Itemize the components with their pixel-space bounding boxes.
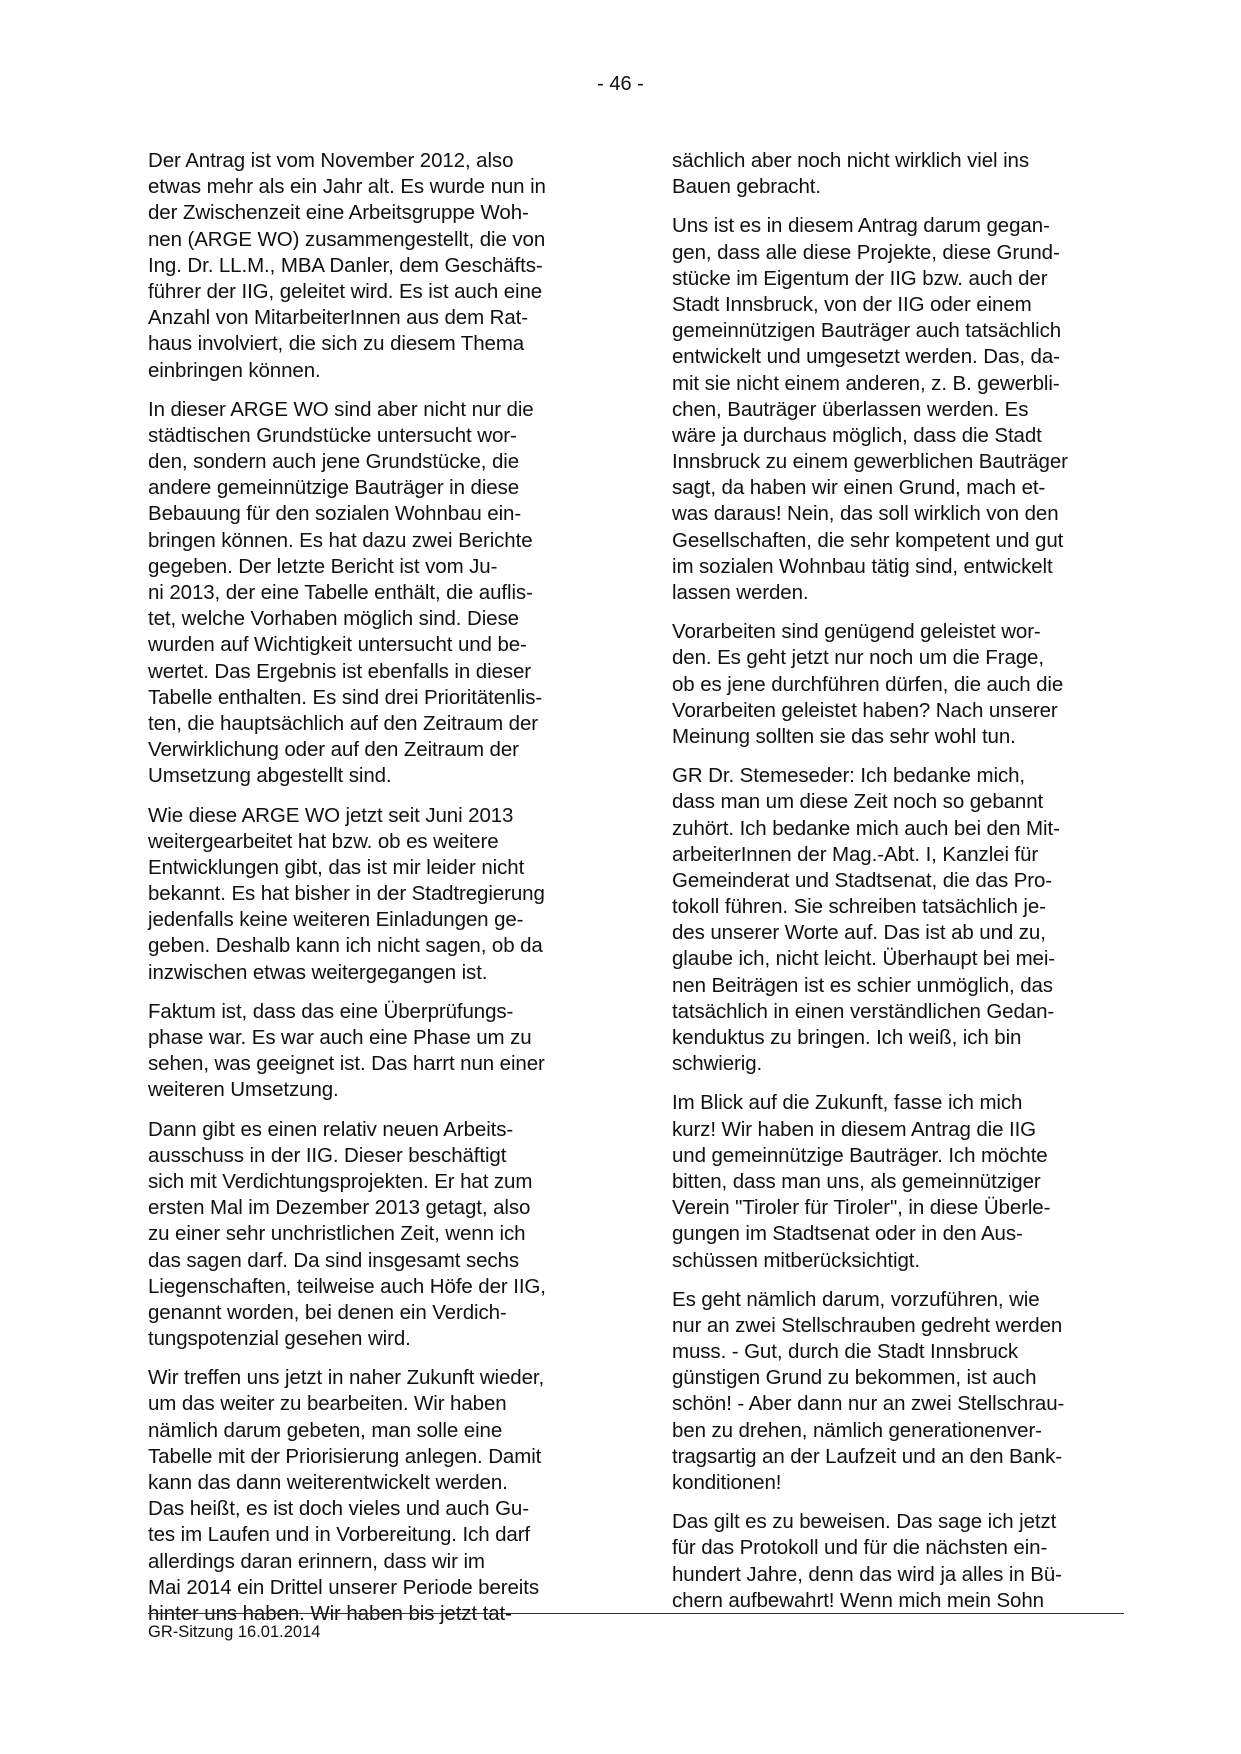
left-column (148, 148, 596, 1640)
text-line: zu einer sehr unchristlichen Zeit, wenn ich (148, 1222, 526, 1246)
text-line: tatsächlich in einen verständlichen Gedan- (672, 999, 1055, 1023)
text-line: wurden auf Wichtigkeit untersucht und be- (148, 633, 527, 657)
text-line: Es geht nämlich darum, vorzuführen, wie (672, 1287, 1040, 1311)
text-line: gegeben. Der letzte Bericht ist vom Ju- (148, 554, 498, 578)
text-line: kann das dann weiterentwickelt werden. (148, 1471, 508, 1494)
text-line: Tabelle mit der Priorisierung anlegen. Damit (148, 1444, 542, 1468)
text-line: schwierig. (672, 1052, 763, 1076)
text-line: arbeiterInnen der Mag.-Abt. I, Kanzlei für (672, 842, 1039, 866)
text-line: Innsbruck zu einem gewerblichen Bauträger (672, 450, 1068, 474)
text-line: einbringen können. (148, 358, 321, 382)
text-line: jedenfalls keine weiteren Einladungen ge- (148, 908, 524, 932)
text-line: inzwischen etwas weitergegangen ist. (148, 960, 488, 984)
text-line: chern aufbewahrt! Wenn mich mein Sohn (672, 1588, 1044, 1612)
paragraph (672, 763, 1120, 1077)
text-line: Bebauung für den sozialen Wohnbau ein- (148, 502, 522, 526)
text-line: und gemeinnützige Bauträger. Ich möchte (672, 1143, 1048, 1167)
text-line: sagt, da haben wir einen Grund, mach et- (672, 476, 1046, 500)
footer-divider (148, 1613, 1124, 1614)
page-number: - 46 - (597, 73, 644, 95)
text-line: tokoll führen. Sie schreiben tatsächlich je- (672, 895, 1046, 919)
paragraph (672, 1509, 1120, 1614)
text-line: chen, Bauträger überlassen werden. Es (672, 397, 1029, 421)
text-line: günstigen Grund zu bekommen, ist auch (672, 1366, 1037, 1390)
text-line: schüssen mitberücksichtigt. (672, 1248, 920, 1272)
text-line: Verwirklichung oder auf den Zeitraum der (148, 738, 519, 762)
text-line: Ing. Dr. LL.M., MBA Danler, dem Geschäfts- (148, 253, 543, 277)
text-line: hundert Jahre, denn das wird ja alles in Bü- (672, 1562, 1062, 1586)
text-line: Vorarbeiten sind genügend geleistet wor- (672, 620, 1041, 644)
text-line: entwickelt und umgesetzt werden. Das, da- (672, 345, 1060, 369)
text-line: Meinung sollten sie das sehr wohl tun. (672, 724, 1016, 748)
text-line: muss. - Gut, durch die Stadt Innsbruck (672, 1340, 1018, 1364)
text-line: Dann gibt es einen relativ neuen Arbeits- (148, 1117, 514, 1141)
text-line: Bauen gebracht. (672, 175, 821, 199)
text-line: Uns ist es in diesem Antrag darum gegan- (672, 214, 1050, 238)
text-line: sächlich aber noch nicht wirklich viel ins (672, 149, 1029, 172)
text-line: bekannt. Es hat bisher in der Stadtregierung (148, 882, 545, 906)
text-line: nämlich darum gebeten, man solle eine (148, 1418, 503, 1442)
paragraph (148, 803, 596, 986)
text-line: tungspotenzial gesehen wird. (148, 1327, 411, 1351)
text-line: der Zwischenzeit eine Arbeitsgruppe Woh- (148, 201, 529, 225)
text-line: tes im Laufen und in Vorbereitung. Ich darf (148, 1523, 531, 1547)
right-column (672, 148, 1120, 1627)
text-line: hinter uns haben. Wir haben bis jetzt tat- (148, 1601, 512, 1625)
text-line: Umsetzung abgestellt sind. (148, 764, 392, 788)
footer-session-date: GR-Sitzung 16.01.2014 (148, 1623, 321, 1641)
paragraph (148, 1365, 596, 1627)
paragraph (148, 397, 596, 790)
text-line: Faktum ist, dass das eine Überprüfungs- (148, 999, 514, 1023)
text-line: Wie diese ARGE WO jetzt seit Juni 2013 (148, 803, 514, 827)
text-line: haus involviert, die sich zu diesem Thema (148, 332, 525, 356)
text-line: tet, welche Vorhaben möglich sind. Diese (148, 607, 519, 631)
paragraph (672, 1287, 1120, 1497)
text-line: den, sondern auch jene Grundstücke, die (148, 450, 520, 474)
paragraph (672, 619, 1120, 750)
text-line: Das gilt es zu beweisen. Das sage ich jetzt (672, 1510, 1057, 1534)
text-line: sich mit Verdichtungsprojekten. Er hat zum (148, 1169, 533, 1193)
text-line: GR Dr. Stemeseder: Ich bedanke mich, (672, 764, 1026, 788)
text-line: bitten, dass man uns, als gemeinnütziger (672, 1169, 1041, 1193)
paragraph (672, 1090, 1120, 1273)
text-line: dass man um diese Zeit noch so gebannt (672, 790, 1044, 814)
text-line: den. Es geht jetzt nur noch um die Frage, (672, 646, 1044, 670)
paragraph (148, 999, 596, 1104)
text-line: kurz! Wir haben in diesem Antrag die IIG (672, 1117, 1037, 1141)
text-line: phase war. Es war auch eine Phase um zu (148, 1026, 532, 1049)
text-line: um das weiter zu bearbeiten. Wir haben (148, 1392, 507, 1416)
text-line: Gesellschaften, die sehr kompetent und gut (672, 528, 1064, 552)
paragraph (148, 148, 596, 384)
text-line: wäre ja durchaus möglich, dass die Stadt (672, 423, 1042, 447)
text-line: ob es jene durchführen dürfen, die auch die (672, 672, 1064, 696)
text-line: Das heißt, es ist doch vieles und auch Gu- (148, 1497, 529, 1521)
text-line: Liegenschaften, teilweise auch Höfe der IIG, (148, 1274, 546, 1298)
text-line: In dieser ARGE WO sind aber nicht nur die (148, 397, 534, 421)
text-line: lassen werden. (672, 581, 809, 604)
text-line: Der Antrag ist vom November 2012, also (148, 149, 514, 172)
text-line: konditionen! (672, 1471, 782, 1494)
text-line: glaube ich, nicht leicht. Überhaupt bei mei- (672, 947, 1056, 971)
text-line: gungen im Stadtsenat oder in den Aus- (672, 1222, 1023, 1246)
text-line: tragsartig an der Laufzeit und an den Bank- (672, 1444, 1063, 1468)
text-line: im sozialen Wohnbau tätig sind, entwickelt (672, 554, 1053, 578)
text-line: geben. Deshalb kann ich nicht sagen, ob da (148, 934, 543, 958)
text-line: Gemeinderat und Stadtsenat, die das Pro- (672, 868, 1053, 892)
text-line: ben zu drehen, nämlich generationenver- (672, 1418, 1042, 1442)
paragraph (148, 1117, 596, 1353)
text-line: Wir treffen uns jetzt in naher Zukunft wieder, (148, 1366, 545, 1390)
text-line: des unserer Worte auf. Das ist ab und zu, (672, 921, 1046, 945)
text-line: etwas mehr als ein Jahr alt. Es wurde nun in (148, 175, 546, 199)
text-line: ni 2013, der eine Tabelle enthält, die auflis- (148, 581, 533, 604)
text-line: was daraus! Nein, das soll wirklich von den (672, 502, 1059, 526)
text-line: das sagen darf. Da sind insgesamt sechs (148, 1248, 519, 1272)
text-line: weiteren Umsetzung. (148, 1078, 339, 1102)
text-line: allerdings daran erinnern, dass wir im (148, 1549, 485, 1573)
text-line: genannt worden, bei denen ein Verdich- (148, 1300, 507, 1324)
text-line: Anzahl von MitarbeiterInnen aus dem Rat- (148, 306, 529, 330)
text-line: Im Blick auf die Zukunft, fasse ich mich (672, 1091, 1023, 1115)
text-line: wertet. Das Ergebnis ist ebenfalls in dieser (148, 659, 532, 683)
text-line: Verein "Tiroler für Tiroler", in diese Überle- (672, 1196, 1051, 1220)
text-line: nen Beiträgen ist es schier unmöglich, das (672, 973, 1053, 997)
text-line: städtischen Grundstücke untersucht wor- (148, 423, 517, 447)
paragraph (672, 148, 1120, 200)
text-line: nen (ARGE WO) zusammengestellt, die von (148, 227, 546, 251)
text-line: ersten Mal im Dezember 2013 getagt, also (148, 1196, 531, 1220)
text-line: nur an zwei Stellschrauben gedreht werden (672, 1313, 1063, 1337)
text-line: ausschuss in der IIG. Dieser beschäftigt (148, 1143, 507, 1167)
text-line: bringen können. Es hat dazu zwei Berichte (148, 528, 533, 552)
text-line: Mai 2014 ein Drittel unserer Periode bereits (148, 1575, 539, 1599)
text-line: führer der IIG, geleitet wird. Es ist auch eine (148, 279, 543, 303)
text-line: Stadt Innsbruck, von der IIG oder einem (672, 292, 1032, 316)
text-line: für das Protokoll und für die nächsten ein- (672, 1536, 1048, 1560)
text-line: andere gemeinnützige Bauträger in diese (148, 476, 520, 500)
text-line: kenduktus zu bringen. Ich weiß, ich bin (672, 1026, 1022, 1049)
text-line: sehen, was geeignet ist. Das harrt nun einer (148, 1052, 545, 1076)
text-line: schön! - Aber dann nur an zwei Stellschrau- (672, 1392, 1065, 1416)
text-line: stücke im Eigentum der IIG bzw. auch der (672, 266, 1048, 290)
text-line: Entwicklungen gibt, das ist mir leider nicht (148, 855, 525, 879)
text-line: zuhört. Ich bedanke mich auch bei den Mit- (672, 816, 1060, 840)
text-line: gen, dass alle diese Projekte, diese Grund- (672, 240, 1060, 264)
text-line: Vorarbeiten geleistet haben? Nach unserer (672, 698, 1058, 722)
text-line: ten, die hauptsächlich auf den Zeitraum der (148, 711, 538, 735)
text-line: Tabelle enthalten. Es sind drei Prioritätenlis- (148, 685, 543, 709)
text-line: mit sie nicht einem anderen, z. B. gewerbli- (672, 371, 1060, 395)
text-line: weitergearbeitet hat bzw. ob es weitere (148, 829, 499, 853)
text-line: gemeinnützigen Bauträger auch tatsächlich (672, 319, 1062, 343)
paragraph (672, 213, 1120, 606)
